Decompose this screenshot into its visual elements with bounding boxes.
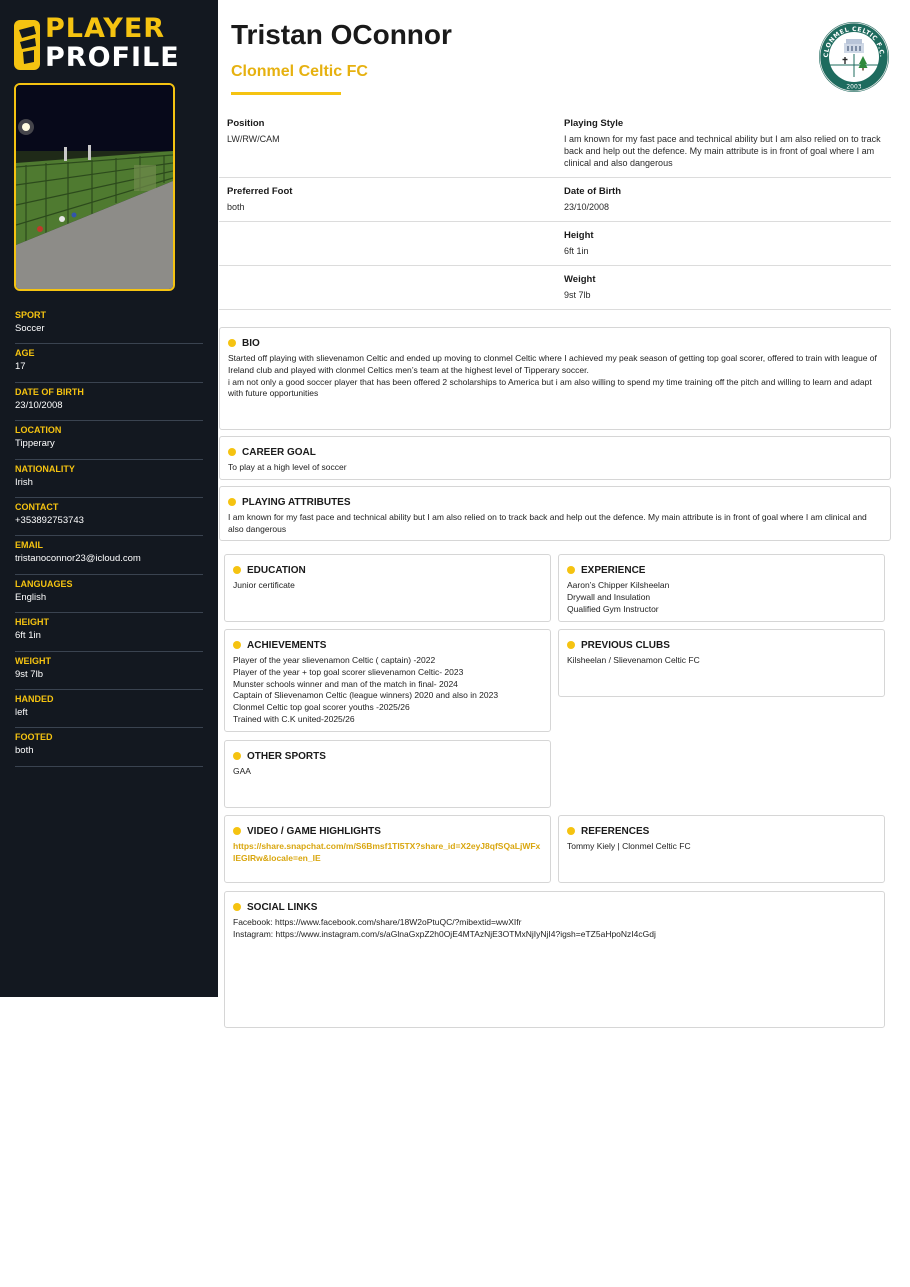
achievements-card <box>224 629 551 732</box>
list-item: Aaron’s Chipper Kilsheelan <box>567 580 670 590</box>
field-value: Soccer <box>15 323 45 334</box>
sidebar-field-dob <box>15 383 203 421</box>
bullet-dot-icon <box>567 566 575 574</box>
crest-year: 2003 <box>846 83 862 91</box>
card-title: REFERENCES <box>581 825 650 837</box>
field-label: AGE <box>15 348 35 359</box>
previous-clubs-card <box>558 629 885 697</box>
bullet-dot-icon <box>233 566 241 574</box>
instagram-link[interactable]: Instagram: https://www.instagram.com/s/aGlnaGxpZ2h0OjE4MTAzNjE3OTMxNjIyNjI4?igsh=eTZ5aHpoNzI4cGdj <box>233 928 656 939</box>
field-value: left <box>15 706 28 718</box>
sidebar-field-nationality <box>15 460 203 498</box>
education-card <box>224 554 551 622</box>
facebook-link[interactable]: Facebook: https://www.facebook.com/share/18W2oPtuQC/?mibextid=wwXIfr <box>233 917 522 927</box>
field-label: HEIGHT <box>15 617 50 628</box>
field-value: 6ft 1in <box>15 630 41 642</box>
height-value: 6ft 1in <box>564 246 589 256</box>
list-item: Clonmel Celtic top goal scorer youths -2025/26 <box>233 702 410 713</box>
info-row <box>219 178 891 222</box>
list-item: Trained with C.K united-2025/26 <box>233 713 355 724</box>
position-cell <box>219 110 555 177</box>
sidebar-field-footed <box>15 728 203 766</box>
experience-card <box>558 554 885 622</box>
bullet-dot-icon <box>567 827 575 835</box>
player-club: Clonmel Celtic FC <box>231 63 368 80</box>
career-goal-text: To play at a high level of soccer <box>228 462 347 472</box>
bio-paragraph: i am not only a good soccer player that has been offered 2 scholarships to America but i am also willing to spend my time training off the pitch and willing to learn and adapt with future opportunities <box>228 376 872 399</box>
bullet-dot-icon <box>233 827 241 835</box>
card-title: SOCIAL LINKS <box>247 901 318 913</box>
field-label: NATIONALITY <box>15 463 75 474</box>
list-item: Player of the year slievenamon Celtic ( captain) -2022 <box>233 655 436 665</box>
preferred-foot-label: Preferred Foot <box>227 186 293 197</box>
weight-label: Weight <box>564 274 596 285</box>
sidebar-field-location <box>15 421 203 459</box>
empty-cell <box>219 266 555 309</box>
highlights-card <box>224 815 551 883</box>
sidebar-field-height <box>15 613 203 651</box>
card-title: VIDEO / GAME HIGHLIGHTS <box>247 825 381 837</box>
bio-paragraph: Started off playing with slievenamon Celtic and ended up moving to clonmel Celtic where I achieved my peak season of getting top goal scorer, offered to train with league of Ireland club and played with clonmel Celtics men’s team at the highest level of Tipperary soccer. <box>228 353 877 375</box>
bullet-dot-icon <box>567 641 575 649</box>
fist-icon <box>14 16 42 72</box>
list-item: Tommy Kiely | Clonmel Celtic FC <box>567 841 691 851</box>
playing-style-value: I am known for my fast pace and technical ability but I am also relied on to track back and help out the defence. My main attribute is in front of goal where I am clinical and also dangerous <box>564 134 881 168</box>
field-value: 9st 7lb <box>15 668 43 680</box>
player-name: Tristan OConnor <box>231 19 452 50</box>
list-item: Junior certificate <box>233 580 295 590</box>
field-value: Irish <box>15 476 33 488</box>
field-label: FOOTED <box>15 732 53 743</box>
list-item: Player of the year + top goal scorer slievenamon Celtic- 2023 <box>233 666 464 677</box>
logo-line-1: PLAYER <box>45 13 166 44</box>
career-goal-card <box>219 436 891 480</box>
field-value[interactable]: +353892753743 <box>15 514 84 526</box>
sidebar <box>0 0 218 997</box>
field-label: DATE OF BIRTH <box>15 386 84 397</box>
list-item: Kilsheelan / Slievenamon Celtic FC <box>567 655 700 665</box>
height-cell <box>555 222 891 265</box>
field-label: CONTACT <box>15 501 59 512</box>
position-value: LW/RW/CAM <box>227 134 280 144</box>
weight-cell <box>555 266 891 309</box>
dob-label: Date of Birth <box>564 186 621 197</box>
field-value: 23/10/2008 <box>15 399 63 411</box>
club-crest-icon <box>818 21 890 93</box>
logo-line-2: PROFILE <box>45 42 180 73</box>
info-row <box>219 110 891 178</box>
playing-attributes-card <box>219 486 891 541</box>
sidebar-field-sport <box>15 306 203 344</box>
playing-style-label: Playing Style <box>564 118 624 129</box>
position-label: Position <box>227 118 265 129</box>
field-label: WEIGHT <box>15 655 51 666</box>
dob-value: 23/10/2008 <box>564 202 610 212</box>
card-title: CAREER GOAL <box>242 446 316 458</box>
sidebar-field-languages <box>15 575 203 613</box>
other-sports-card <box>224 740 551 808</box>
list-item: Munster schools winner and man of the match in final- 2024 <box>233 678 458 689</box>
preferred-foot-value: both <box>227 202 245 212</box>
club-underline <box>231 92 341 95</box>
field-value: Tipperary <box>15 438 55 450</box>
social-links-card <box>224 891 885 1028</box>
list-item: Drywall and Insulation <box>567 591 651 602</box>
card-title: EDUCATION <box>247 564 306 576</box>
card-title: EXPERIENCE <box>581 564 646 576</box>
highlights-link[interactable]: https://share.snapchat.com/m/S6Bmsf1TI5TX?share_id=X2eyJ8qfSQaLjWFxlEGIRw&locale=en_IE <box>233 841 541 863</box>
field-value[interactable]: tristanoconnor23@icloud.com <box>15 553 141 565</box>
field-value: English <box>15 591 47 603</box>
field-label: HANDED <box>15 693 54 704</box>
bullet-dot-icon <box>233 903 241 911</box>
info-row <box>219 266 891 310</box>
playing-attributes-text: I am known for my fast pace and technical ability but I am also relied on to track back and help out the defence. My main attribute is in front of goal where I am clinical and also dangerous <box>228 512 867 534</box>
sidebar-field-email <box>15 536 203 574</box>
field-value: both <box>15 745 34 757</box>
card-title: OTHER SPORTS <box>247 750 326 762</box>
card-title: ACHIEVEMENTS <box>247 639 327 651</box>
preferred-foot-cell <box>219 178 555 221</box>
bullet-dot-icon <box>228 339 236 347</box>
info-grid <box>219 110 891 310</box>
info-row <box>219 222 891 266</box>
references-card <box>558 815 885 883</box>
card-title: PREVIOUS CLUBS <box>581 639 670 651</box>
card-title: PLAYING ATTRIBUTES <box>242 496 351 508</box>
weight-value: 9st 7lb <box>564 290 591 300</box>
sidebar-field-contact <box>15 498 203 536</box>
sidebar-field-weight <box>15 652 203 690</box>
list-item: Qualified Gym Instructor <box>567 603 659 614</box>
bullet-dot-icon <box>228 498 236 506</box>
bullet-dot-icon <box>233 752 241 760</box>
list-item: GAA <box>233 766 251 776</box>
dob-cell <box>555 178 891 221</box>
bullet-dot-icon <box>228 448 236 456</box>
list-item: Captain of Slievenamon Celtic (league winners) 2020 and also in 2023 <box>233 690 499 701</box>
sidebar-field-handed <box>15 690 203 728</box>
height-label: Height <box>564 230 594 241</box>
bullet-dot-icon <box>233 641 241 649</box>
sidebar-field-age <box>15 344 203 382</box>
crest-text: CLONMEL CELTIC F.C. <box>822 25 886 58</box>
sidebar-fields <box>15 306 203 767</box>
playing-style-cell <box>555 110 891 177</box>
card-title: BIO <box>242 337 260 349</box>
field-label: SPORT <box>15 310 47 320</box>
field-label: LOCATION <box>15 425 62 436</box>
field-label: EMAIL <box>15 540 43 551</box>
field-label: LANGUAGES <box>15 578 73 589</box>
empty-cell <box>219 222 555 265</box>
player-profile-logo <box>14 13 180 73</box>
field-value: 17 <box>15 361 26 373</box>
bio-card <box>219 327 891 430</box>
player-photo <box>14 83 175 291</box>
